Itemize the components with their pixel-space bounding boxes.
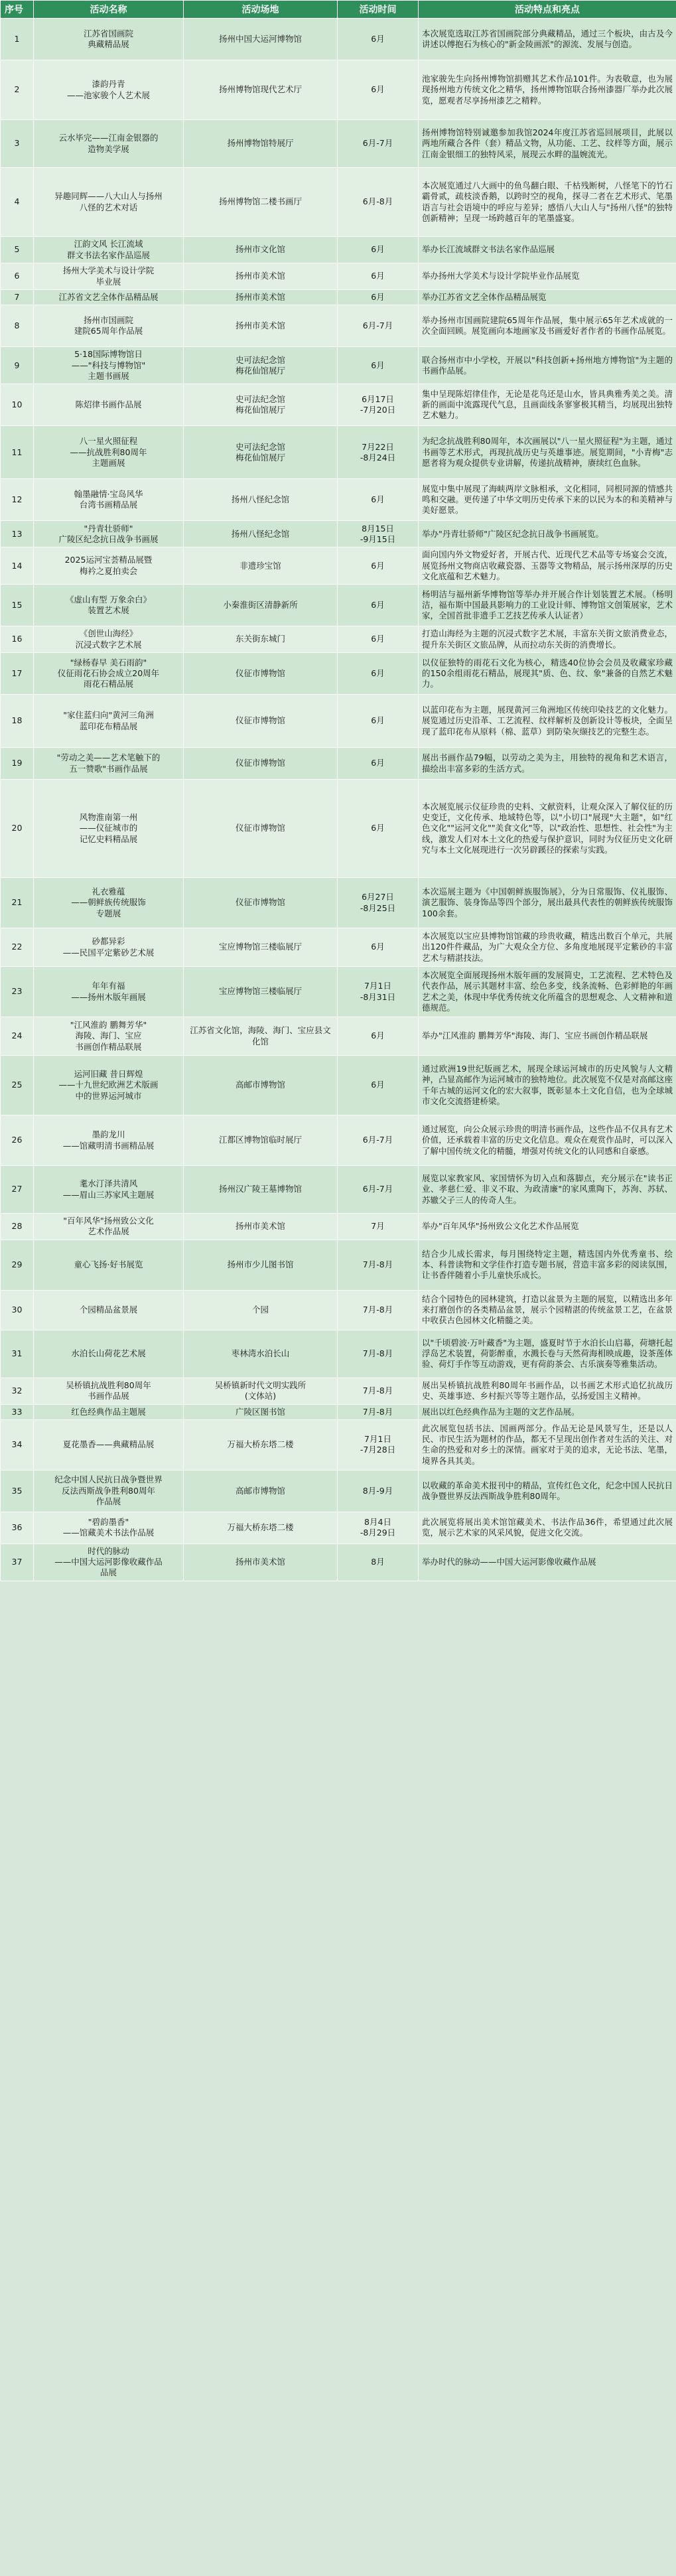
- cell-time: 6月: [338, 1017, 419, 1056]
- cell-desc: 举办"百年风华"扬州致公文化艺术作品展览: [419, 1214, 676, 1240]
- cell-time: 7月1日 -7月28日: [338, 1419, 419, 1470]
- cell-venue: 东关街东城门: [184, 626, 338, 653]
- cell-name: 个园精品盆景展: [34, 1290, 184, 1330]
- cell-no: 34: [1, 1419, 34, 1470]
- cell-venue: 扬州中国大运河博物馆: [184, 19, 338, 60]
- cell-time: 6月: [338, 695, 419, 748]
- table-row: [1, 347, 676, 384]
- cell-desc: 举办"丹青壮骄师"广陵区纪念抗日战争书画展览。: [419, 521, 676, 547]
- cell-no: 17: [1, 653, 34, 695]
- cell-no: 16: [1, 626, 34, 653]
- cell-name: 水泊长山荷花艺术展: [34, 1330, 184, 1378]
- cell-venue: 高邮市博物馆: [184, 1056, 338, 1115]
- header-name: 活动名称: [34, 1, 184, 19]
- cell-desc: 打造山海经为主题的沉浸式数字艺术展，丰富东关街文旅消费业态，提升东关街区文旅品牌，从而拉动东关街的消费增长。: [419, 626, 676, 653]
- cell-venue: 扬州博物馆现代艺术厅: [184, 60, 338, 120]
- cell-no: 6: [1, 263, 34, 290]
- cell-venue: 万福大桥东塔二楼: [184, 1419, 338, 1470]
- cell-venue: 小秦淮街区清静新所: [184, 585, 338, 626]
- cell-name: 2025运河宝荟精品展暨 梅衿之夏拍卖会: [34, 547, 184, 585]
- cell-no: 36: [1, 1512, 34, 1543]
- cell-time: 7月1日 -8月31日: [338, 967, 419, 1017]
- cell-no: 7: [1, 290, 34, 305]
- cell-time: 6月: [338, 653, 419, 695]
- table-row: [1, 1470, 676, 1512]
- cell-time: 7月-8月: [338, 1240, 419, 1290]
- cell-name: 吴桥镇抗战胜利80周年 书画作品展: [34, 1378, 184, 1404]
- cell-time: 7月-8月: [338, 1404, 419, 1419]
- cell-no: 26: [1, 1115, 34, 1166]
- cell-desc: 展览中集中展现了海峡两岸文脉相承，文化相同，同根同源的情感共鸣和交融。更传递了中华文明历史传承下来的以民为本的和美精神与美好愿景。: [419, 479, 676, 521]
- cell-name: 翰墨融情·宝岛风华 台湾书画精品展: [34, 479, 184, 521]
- cell-venue: 宝应博物馆三楼临展厅: [184, 967, 338, 1017]
- cell-desc: 展出以红色经典作品为主题的文艺作品展。: [419, 1404, 676, 1419]
- cell-no: 2: [1, 60, 34, 120]
- header-venue: 活动场地: [184, 1, 338, 19]
- table-row: [1, 120, 676, 168]
- cell-no: 19: [1, 748, 34, 780]
- table-row: [1, 928, 676, 967]
- cell-desc: 通过展览，向公众展示珍贵的明清书画作品，这些作品不仅具有艺术价值，还承载着丰富的历史文化信息。观众在观赏作品时，可以深入了解中国传统文化的精髓，增强对传统文化的认同感和自豪感。: [419, 1115, 676, 1166]
- cell-time: 6月: [338, 585, 419, 626]
- cell-desc: 本次展览以宝应县博物馆馆藏的珍贵收藏，精选出数百个单元，共展出120件件藏品，为广大观众全方位、多角度地展现平定紫砂的丰富艺术与精湛技法。: [419, 928, 676, 967]
- cell-name: 江苏省文艺全体作品精品展: [34, 290, 184, 305]
- cell-name: "绿杨春早 美石雨韵" 仪征雨花石协会成立20周年 雨花石精品展: [34, 653, 184, 695]
- cell-desc: 以收藏的革命美术报刊中的精品，宣传红色文化，纪念中国人民抗日战争暨世界反法西斯战争胜利80周年。: [419, 1470, 676, 1512]
- cell-time: 7月-8月: [338, 1330, 419, 1378]
- cell-time: 7月-8月: [338, 1290, 419, 1330]
- cell-no: 30: [1, 1290, 34, 1330]
- cell-name: "百年风华"扬州致公文化 艺术作品展: [34, 1214, 184, 1240]
- table-row: [1, 426, 676, 479]
- cell-no: 23: [1, 967, 34, 1017]
- cell-venue: 扬州市美术馆: [184, 263, 338, 290]
- table-row: [1, 290, 676, 305]
- table-row: [1, 1404, 676, 1419]
- cell-venue: 江苏省文化馆，海陵、海门、宝应县文化馆: [184, 1017, 338, 1056]
- cell-name: 童心飞扬·好书展览: [34, 1240, 184, 1290]
- table-row: [1, 1330, 676, 1378]
- cell-venue: 宝应博物馆三楼临展厅: [184, 928, 338, 967]
- cell-time: 6月: [338, 263, 419, 290]
- cell-desc: 举办扬州市国画院建院65周年作品展，集中展示65年艺术成就的一次全面回顾。展览画向本地画家及书画爱好者作者的书画作品展览。: [419, 305, 676, 347]
- cell-desc: 杨明洁与福州新华博物馆等举办并开展合作计划装置艺术展。（杨明洁，福布斯中国最具影响力的工业设计师、博物馆文创策展家，艺术家，全国首批非遗手工艺技艺传承人认证者）: [419, 585, 676, 626]
- table-row: [1, 479, 676, 521]
- cell-desc: 本次巡展主题为《中国朝鲜族服饰展》，分为日常服饰、仪礼服饰、演艺服饰、装身饰品等四个部分，展出最具代表性的朝鲜族传统服饰100余套。: [419, 878, 676, 928]
- cell-no: 13: [1, 521, 34, 547]
- cell-time: 8月4日 -8月29日: [338, 1512, 419, 1543]
- cell-name: "丹青壮骄师" 广陵区纪念抗日战争书画展: [34, 521, 184, 547]
- cell-name: 运河旧藏 昔日辉煌 ——十九世纪欧洲艺术版画 中的世界运河城市: [34, 1056, 184, 1115]
- cell-venue: 扬州市文化馆: [184, 237, 338, 263]
- cell-time: 6月: [338, 1056, 419, 1115]
- cell-time: 6月: [338, 237, 419, 263]
- cell-time: 6月-7月: [338, 120, 419, 168]
- cell-time: 6月-7月: [338, 1166, 419, 1214]
- cell-name: "江风淮韵 鹏舞芳华" 海陵、海门、宝应 书画创作精品联展: [34, 1017, 184, 1056]
- cell-name: 夏花墨香——典藏精品展: [34, 1419, 184, 1470]
- cell-venue: 江都区博物馆临时展厅: [184, 1115, 338, 1166]
- cell-no: 29: [1, 1240, 34, 1290]
- cell-desc: 扬州博物馆特别诚邀参加我馆2024年度江苏省巡回展项目，此展以两地所藏合各件（套）精品文物，从功能、工艺、纹样等方面，展示江南金银细工的独特风采，展现云水畔的温婉流光。: [419, 120, 676, 168]
- cell-desc: 展出吴桥镇抗战胜利80周年书画作品，以书画艺术形式追忆抗战历史、英雄事迹、乡村振兴等等主题作品，弘扬爱国主义精神。: [419, 1378, 676, 1404]
- table-header-row: [1, 1, 676, 19]
- table-row: [1, 1419, 676, 1470]
- cell-no: 33: [1, 1404, 34, 1419]
- cell-desc: 以蓝印花布为主题，展现黄河三角洲地区传统印染技艺的文化魅力。展览通过历史沿革、工艺流程、纹样解析及创新设计等板块，全面呈现了蓝印花布从原料（棉、蓝草）到防染灰缬技艺的完整生态。: [419, 695, 676, 748]
- cell-name: 漆韵丹青 ——池家骏个人艺术展: [34, 60, 184, 120]
- cell-no: 21: [1, 878, 34, 928]
- cell-desc: 本次展览全面展现扬州木版年画的发展简史，工艺流程、艺术特色及代表作品，展示其题材丰富、绘色多变，线条流畅、色彩鲜艳的年画艺术之美，体现中华优秀传统文化所蕴含的思想观念、人文精神和道德规范。: [419, 967, 676, 1017]
- header-no: 序号: [1, 1, 34, 19]
- cell-venue: 扬州八怪纪念馆: [184, 479, 338, 521]
- cell-name: 八一星火照征程 ——抗战胜利80周年 主题画展: [34, 426, 184, 479]
- cell-venue: 仪征市博物馆: [184, 878, 338, 928]
- cell-venue: 史可法纪念馆 梅花仙馆展厅: [184, 384, 338, 426]
- cell-venue: 扬州汉广陵王墓博物馆: [184, 1166, 338, 1214]
- cell-venue: 万福大桥东塔二楼: [184, 1512, 338, 1543]
- cell-desc: 本次展览通过八大画中的鱼鸟翻白眼、千枯残断树，八怪笔下的竹石霸骨贰，疏枝淡香鹅，以跨时空的视角，探寻二者在艺术形式、笔墨语言与社会语境中的呼应与差异；感悟八大山人与"扬州八怪"的独特创新精神；呈现一场跨越百年的笔墨盛宴。: [419, 168, 676, 237]
- cell-desc: 联合扬州市中小学校，开展以"科技创新+扬州地方博物馆"为主题的书画作品展。: [419, 347, 676, 384]
- cell-desc: 为纪念抗战胜利80周年，本次画展以"八一星火照征程"为主题，通过书画等艺术形式，再现抗战历史与英雄事迹。展览期间，"小青梅"志愿者将为观众提供专业讲解，传递抗战精神，赓续红色血脉。: [419, 426, 676, 479]
- cell-name: "劳动之美——艺术笔触下的 五一赞歌"书画作品展: [34, 748, 184, 780]
- cell-desc: 池家骏先生向扬州博物馆捐赠其艺术作品101件。为表敬意，也为展现扬州地方传统文化之精华，扬州博物馆联合扬州漆器厂举办此次展览，愿观者尽享扬州漆艺之精粹。: [419, 60, 676, 120]
- cell-venue: 非遗珍宝馆: [184, 547, 338, 585]
- cell-venue: 高邮市博物馆: [184, 1470, 338, 1512]
- cell-venue: 扬州博物馆二楼书画厅: [184, 168, 338, 237]
- cell-time: 7月22日 -8月24日: [338, 426, 419, 479]
- cell-time: 6月: [338, 748, 419, 780]
- cell-time: 6月-8月: [338, 168, 419, 237]
- cell-name: 《创世山海经》 沉浸式数字艺术展: [34, 626, 184, 653]
- cell-venue: 吴桥镇新时代文明实践所 (文体站): [184, 1378, 338, 1404]
- table-row: [1, 1240, 676, 1290]
- cell-time: 6月: [338, 626, 419, 653]
- cell-time: 7月: [338, 1214, 419, 1240]
- cell-name: 红色经典作品主题展: [34, 1404, 184, 1419]
- cell-name: 江苏省国画院 典藏精品展: [34, 19, 184, 60]
- cell-no: 35: [1, 1470, 34, 1512]
- cell-venue: 枣林湾水泊长山: [184, 1330, 338, 1378]
- cell-venue: 广陵区图书馆: [184, 1404, 338, 1419]
- cell-desc: 结合少儿成长需求，每月围绕特定主题，精选国内外优秀童书、绘本、科普读物和文学佳作打造专题书展，营造丰富多彩的阅读氛围，让书香伴随着小手儿童快乐成长。: [419, 1240, 676, 1290]
- cell-no: 12: [1, 479, 34, 521]
- cell-name: 礼衣雅蕴 ——朝鲜族传统服饰 专题展: [34, 878, 184, 928]
- cell-venue: 扬州市美术馆: [184, 1214, 338, 1240]
- cell-no: 31: [1, 1330, 34, 1378]
- table-row: [1, 653, 676, 695]
- cell-desc: 举办扬州大学美术与设计学院毕业作品展览: [419, 263, 676, 290]
- cell-name: 江韵文风 长江流域 群文书法名家作品巡展: [34, 237, 184, 263]
- cell-venue: 扬州市美术馆: [184, 1543, 338, 1581]
- cell-venue: 史可法纪念馆 梅花仙馆展厅: [184, 347, 338, 384]
- cell-name: 云水毕完——江南金银器的 造物美学展: [34, 120, 184, 168]
- table-row: [1, 1543, 676, 1581]
- cell-desc: 面向国内外文物爱好者，开展古代、近现代艺术品等专场宴会交流，展览扬州文物商店收藏瓷器、玉器等文物精品，展示扬州深厚的历史文化底蕴和艺术魅力。: [419, 547, 676, 585]
- cell-no: 8: [1, 305, 34, 347]
- cell-desc: 举办长江流域群文书法名家作品巡展: [419, 237, 676, 263]
- cell-no: 9: [1, 347, 34, 384]
- cell-desc: 此次展览将展出美术馆馆藏美术、书法作品36件，希望通过此次展览，展示艺术家的风采风貌，促进文化交流。: [419, 1512, 676, 1543]
- cell-venue: 扬州八怪纪念馆: [184, 521, 338, 547]
- cell-desc: 举办江苏省文艺全体作品精品展览: [419, 290, 676, 305]
- cell-no: 15: [1, 585, 34, 626]
- cell-no: 5: [1, 237, 34, 263]
- table-row: [1, 695, 676, 748]
- cell-name: 年年有福 ——扬州木版年画展: [34, 967, 184, 1017]
- table-row: [1, 19, 676, 60]
- table-row: [1, 585, 676, 626]
- cell-time: 6月: [338, 19, 419, 60]
- table-row: [1, 1166, 676, 1214]
- cell-name: "碧韵墨香" ——馆藏美术书法作品展: [34, 1512, 184, 1543]
- table-row: [1, 60, 676, 120]
- cell-venue: 个园: [184, 1290, 338, 1330]
- table-row: [1, 547, 676, 585]
- cell-no: 4: [1, 168, 34, 237]
- cell-desc: 以"千顷碧波·万叶藏香"为主题，盛夏时节于水泊长山启幕，荷塘托起浮岛艺术装置，荷影醉重，水溅长卷与天然荷海相映成趣，设茶莲体验、荷灯手作等互动游戏，更有荷韵茶会、古乐演奏等雅集活动。: [419, 1330, 676, 1378]
- header-time: 活动时间: [338, 1, 419, 19]
- cell-no: 22: [1, 928, 34, 967]
- cell-desc: 此次展览包括书法、国画两部分。作品无论是风景写生，还是以人民、市民生活为题材的作品，都无不呈现出创作者对生活的关注、对生命的热爱和对乡土的深情。画家对于美的追求，无论书法、笔墨，境界各具其美。: [419, 1419, 676, 1470]
- cell-venue: 扬州市美术馆: [184, 305, 338, 347]
- cell-desc: 展览以家教家风、家国情怀为切入点和落脚点，充分展示在"读书正业、孝慈仁爱、非义不取、为政清廉"的家风熏陶下，苏洵、苏轼、苏辙父子三人的传奇人生。: [419, 1166, 676, 1214]
- table-row: [1, 878, 676, 928]
- cell-venue: 仪征市博物馆: [184, 695, 338, 748]
- cell-no: 18: [1, 695, 34, 748]
- cell-no: 25: [1, 1056, 34, 1115]
- cell-no: 11: [1, 426, 34, 479]
- table-row: [1, 748, 676, 780]
- cell-time: 8月-9月: [338, 1470, 419, 1512]
- table-row: [1, 237, 676, 263]
- cell-venue: 仪征市博物馆: [184, 780, 338, 878]
- cell-desc: 通过欧洲19世纪版画艺术，展现全球运河城市的历史风貌与人文精神，凸显高邮作为运河城市的独特地位。此次展览不仅是对高邮这座千年古城的运河文化的宏大叙事，既彰显本土文化自信，也为全球城市文化交流搭建桥梁。: [419, 1056, 676, 1115]
- cell-no: 14: [1, 547, 34, 585]
- cell-no: 10: [1, 384, 34, 426]
- cell-desc: 以仪征独特的雨花石文化为核心，精选40位协会会员及收藏家珍藏的150余组雨花石精品，展现其"质、色、纹、象"兼备的自然艺术魅力。: [419, 653, 676, 695]
- cell-desc: 举办"江风淮韵 鹏舞芳华"海陵、海门、宝应书画创作精品联展: [419, 1017, 676, 1056]
- cell-venue: 扬州市美术馆: [184, 290, 338, 305]
- cell-no: 37: [1, 1543, 34, 1581]
- cell-time: 7月-8月: [338, 1378, 419, 1404]
- cell-time: 6月-7月: [338, 305, 419, 347]
- cell-time: 6月: [338, 547, 419, 585]
- cell-desc: 举办时代的脉动——中国大运河影像收藏作品展: [419, 1543, 676, 1581]
- table-row: [1, 1017, 676, 1056]
- cell-name: "家住蓝归向"黄河三角洲 蓝印花布精品展: [34, 695, 184, 748]
- cell-time: 6月: [338, 928, 419, 967]
- cell-name: 风物淮南第一州 ——仪征城市的 记忆史料精品展: [34, 780, 184, 878]
- cell-time: 6月: [338, 290, 419, 305]
- cell-venue: 仪征市博物馆: [184, 748, 338, 780]
- cell-name: 异趣同辉——八大山人与扬州 八怪的艺术对话: [34, 168, 184, 237]
- cell-time: 6月17日 -7月20日: [338, 384, 419, 426]
- cell-name: 砂都异彩 ——民国平定紫砂艺术展: [34, 928, 184, 967]
- cell-no: 1: [1, 19, 34, 60]
- table-row: [1, 967, 676, 1017]
- table-row: [1, 1056, 676, 1115]
- cell-venue: 扬州博物馆特展厅: [184, 120, 338, 168]
- cell-time: 6月: [338, 347, 419, 384]
- cell-name: 陈炤律书画作品展: [34, 384, 184, 426]
- header-desc: 活动特点和亮点: [419, 1, 676, 19]
- cell-time: 6月: [338, 479, 419, 521]
- cell-no: 32: [1, 1378, 34, 1404]
- cell-no: 20: [1, 780, 34, 878]
- cell-time: 6月: [338, 780, 419, 878]
- cell-no: 28: [1, 1214, 34, 1240]
- cell-name: 扬州市国画院 建院65周年作品展: [34, 305, 184, 347]
- cell-desc: 本次展览展示仪征珍贵的史料、文献资料，让观众深入了解仪征的历史变迁，文化传承、地域特色等，以"小切口"展现"大主题"，如"红色文化""运河文化""美食文化"等，以"政治性、思想性、社会性"为主线，激发人们对本土文化的热爱与保护意识，同时为仪征历史文化研究与本土文化展现进行一次另辟蹊径的探索与实践。: [419, 780, 676, 878]
- cell-time: 6月27日 -8月25日: [338, 878, 419, 928]
- cell-time: 8月: [338, 1543, 419, 1581]
- cell-name: 墨韵龙川 ——馆藏明清书画精品展: [34, 1115, 184, 1166]
- cell-time: 8月15日 -9月15日: [338, 521, 419, 547]
- cell-name: 时代的脉动 ——中国大运河影像收藏作品 品展: [34, 1543, 184, 1581]
- table-row: [1, 384, 676, 426]
- cell-venue: 史可法纪念馆 梅花仙馆展厅: [184, 426, 338, 479]
- cell-name: 《虚山有型 万象余白》 装置艺术展: [34, 585, 184, 626]
- cell-no: 3: [1, 120, 34, 168]
- cell-name: 纪念中国人民抗日战争暨世界 反法西斯战争胜利80周年 作品展: [34, 1470, 184, 1512]
- table-row: [1, 168, 676, 237]
- table-row: [1, 263, 676, 290]
- table-row: [1, 626, 676, 653]
- table-row: [1, 1378, 676, 1404]
- cell-desc: 结合个园特色的园林建筑，打造以盆景为主题的展览，以精选出多年来打磨创作的各类精品盆景，展示个园精湛的传统盆景工艺，在盆景中收获古色园林文化精髓之美。: [419, 1290, 676, 1330]
- cell-name: 5·18国际博物馆日 ——"科技与博物馆" 主题书画展: [34, 347, 184, 384]
- table-row: [1, 521, 676, 547]
- cell-no: 27: [1, 1166, 34, 1214]
- cell-desc: 集中呈现陈炤律佳作，无论是花鸟还是山水，皆具典雅秀美之美。清新的画面中流露现代气息，且画面线条寥寥极其精当，均展现出独特艺术魅力。: [419, 384, 676, 426]
- table-row: [1, 1115, 676, 1166]
- cell-time: 6月-7月: [338, 1115, 419, 1166]
- cell-venue: 扬州市少儿图书馆: [184, 1240, 338, 1290]
- cell-no: 24: [1, 1017, 34, 1056]
- cell-name: 扬州大学美术与设计学院 毕业展: [34, 263, 184, 290]
- table-row: [1, 1290, 676, 1330]
- cell-venue: 仪征市博物馆: [184, 653, 338, 695]
- table-row: [1, 1214, 676, 1240]
- cell-time: 6月: [338, 60, 419, 120]
- table-row: [1, 305, 676, 347]
- cell-name: 耄水汀泽共清风 ——眉山三苏家风主题展: [34, 1166, 184, 1214]
- table-row: [1, 1512, 676, 1543]
- cell-desc: 展出书画作品79幅，以劳动之美为主，用独特的视角和艺术语言，描绘出丰富多彩的生活方式。: [419, 748, 676, 780]
- table-row: [1, 780, 676, 878]
- cell-desc: 本次展览选取江苏省国画院部分典藏精品，通过三个板块，由古及今讲述以傅抱石为核心的"新金陵画派"的源流、发展与创造。: [419, 19, 676, 60]
